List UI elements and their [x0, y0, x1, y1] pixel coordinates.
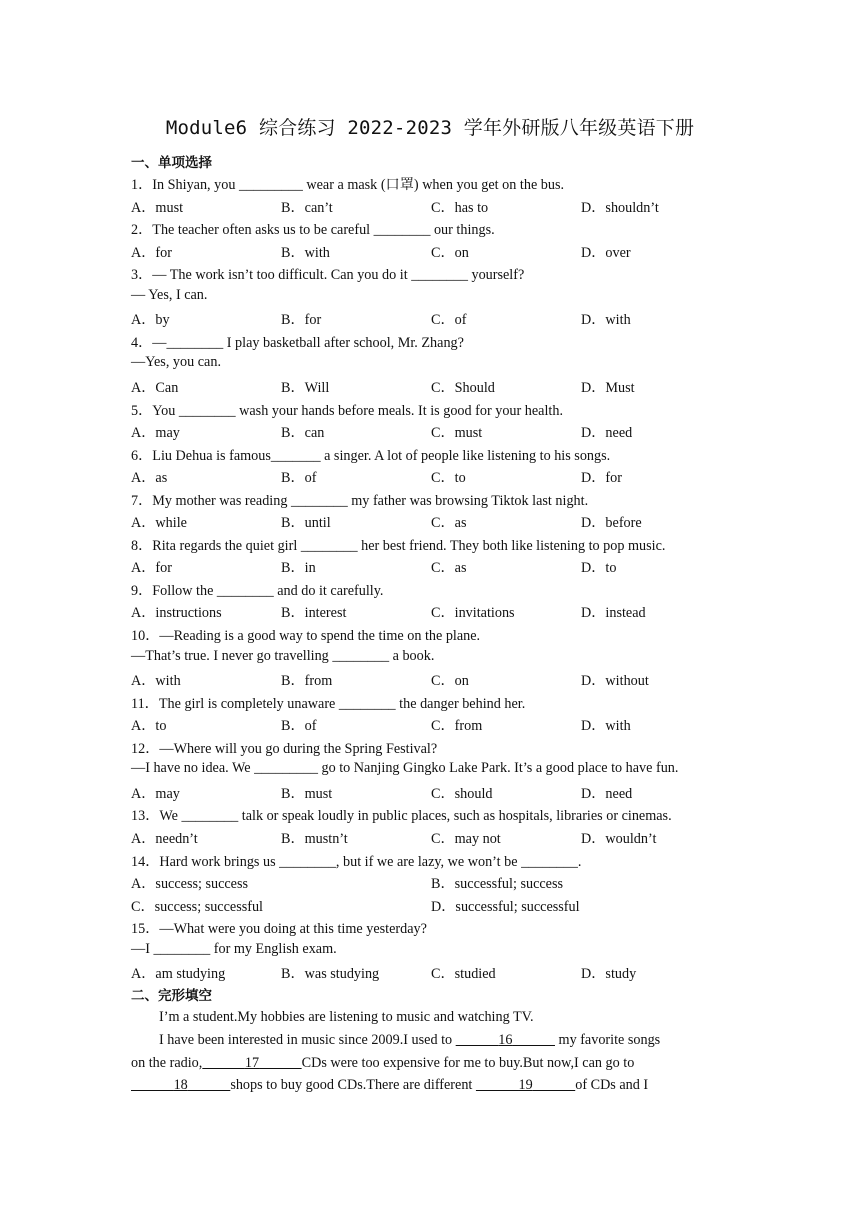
question-4-option-A: A．Can [131, 379, 179, 396]
question-4-option-C: C．Should [431, 379, 495, 396]
blank-number: 19 [518, 1077, 533, 1093]
question-11-option-C: C．from [431, 718, 483, 735]
section-heading-single-choice: 一、单项选择 [131, 155, 212, 171]
question-9-option-C: C．invitations [431, 605, 515, 622]
page-title: Module6 综合练习 2022-2023 学年外研版八年级英语下册 [165, 117, 695, 139]
question-15-text: 15．—What were you doing at this time yesterday? [131, 921, 427, 938]
question-5-option-A: A．may [131, 425, 180, 442]
question-12-option-A: A．may [131, 785, 180, 802]
question-1-option-D: D．shouldn’t [581, 199, 659, 216]
cloze-paragraph-1: I’m a student.My hobbies are listening to music and watching TV. [159, 1009, 534, 1025]
question-13-option-D: D．wouldn’t [581, 830, 657, 847]
question-2-option-A: A．for [131, 244, 172, 261]
question-11-option-A: A．to [131, 718, 167, 735]
question-5-option-B: B．can [281, 425, 325, 442]
question-1-option-A: A．must [131, 199, 184, 216]
question-7-option-D: D．before [581, 515, 642, 532]
question-1-option-B: B．can’t [281, 199, 333, 216]
question-9-text: 9．Follow the ________ and do it carefully. [131, 582, 384, 599]
question-3-option-C: C．of [431, 312, 467, 329]
question-14-option-C: C．success; successful [131, 898, 263, 915]
question-3-text: — Yes, I can. [131, 286, 208, 303]
question-9-option-A: A．instructions [131, 605, 222, 622]
question-14-option-B: B．successful; success [431, 876, 563, 893]
question-6-option-D: D．for [581, 470, 622, 487]
question-12-option-D: D．need [581, 785, 633, 802]
question-12-option-C: C．should [431, 785, 493, 802]
question-12-text: 12．—Where will you go during the Spring Festival? [131, 740, 438, 757]
question-10-text: —That’s true. I never go travelling ________ a book. [131, 647, 435, 664]
question-10-option-B: B．from [281, 673, 333, 690]
question-15-text: —I ________ for my English exam. [131, 940, 337, 957]
question-7-text: 7．My mother was reading ________ my father was browsing Tiktok last night. [131, 492, 589, 509]
question-7-option-C: C．as [431, 515, 467, 532]
question-10-option-D: D．without [581, 673, 649, 690]
cloze-text: of CDs and I [575, 1077, 649, 1093]
question-4-option-D: D．Must [581, 379, 635, 396]
question-5-option-C: C．must [431, 425, 483, 442]
question-9-option-B: B．interest [281, 605, 347, 622]
question-14-option-D: D．successful; successful [431, 898, 580, 915]
question-6-text: 6．Liu Dehua is famous_______ a singer. A lot of people like listening to his songs. [131, 447, 611, 464]
question-14-text: 14．Hard work brings us ________, but if we are lazy, we won’t be ________. [131, 853, 582, 870]
cloze-blank-17 [202, 1055, 301, 1071]
question-6-option-C: C．to [431, 470, 466, 487]
section-heading-cloze: 二、完形填空 [131, 987, 212, 1004]
question-15-option-C: C．studied [431, 966, 496, 983]
question-7-option-A: A．while [131, 515, 187, 532]
question-3-option-D: D．with [581, 312, 631, 329]
cloze-line-4 [131, 1077, 716, 1094]
question-13-option-A: A．needn’t [131, 830, 198, 847]
question-11-option-B: B．of [281, 718, 317, 735]
cloze-line-3 [131, 1055, 716, 1072]
cloze-blank-16 [456, 1032, 555, 1048]
question-2-text: 2．The teacher often asks us to be careful ________ our things. [131, 222, 495, 239]
question-10-option-C: C．on [431, 673, 469, 690]
cloze-text: I have been interested in music since 2009.I used to [159, 1032, 456, 1048]
question-12-text: —I have no idea. We _________ go to Nanjing Gingko Lake Park. It’s a good place to have fun. [131, 760, 679, 777]
question-4-text: 4．—________ I play basketball after school, Mr. Zhang? [131, 334, 464, 351]
cloze-line-2 [159, 1032, 744, 1049]
question-8-option-C: C．as [431, 560, 467, 577]
question-12-option-B: B．must [281, 785, 333, 802]
question-8-option-A: A．for [131, 560, 172, 577]
question-15-option-D: D．study [581, 966, 637, 983]
question-13-option-B: B．mustn’t [281, 830, 348, 847]
question-15-option-B: B．was studying [281, 966, 380, 983]
blank-number: 16 [498, 1032, 513, 1048]
question-14-option-A: A．success; success [131, 876, 249, 893]
cloze-text: CDs were too expensive for me to buy.But now,I can go to [301, 1055, 635, 1071]
question-13-text: 13．We ________ talk or speak loudly in public places, such as hospitals, libraries or cinemas. [131, 808, 672, 825]
question-3-text: 3．— The work isn’t too difficult. Can you do it ________ yourself? [131, 267, 525, 284]
question-8-option-D: D．to [581, 560, 617, 577]
cloze-text: my favorite songs [554, 1032, 661, 1048]
question-10-option-A: A．with [131, 673, 181, 690]
question-15-option-A: A．am studying [131, 966, 226, 983]
question-10-text: 10．—Reading is a good way to spend the time on the plane. [131, 628, 481, 644]
cloze-blank-18 [131, 1077, 230, 1093]
question-2-option-C: C．on [431, 244, 469, 261]
cloze-text: shops to buy good CDs.There are different [230, 1077, 476, 1093]
question-13-option-C: C．may not [431, 830, 501, 847]
question-11-text: 11．The girl is completely unaware ________ the danger behind her. [131, 695, 526, 712]
question-3-option-A: A．by [131, 312, 170, 329]
question-3-option-B: B．for [281, 312, 322, 329]
question-5-text: 5．You ________ wash your hands before meals. It is good for your health. [131, 402, 564, 419]
question-8-text: 8．Rita regards the quiet girl ________ her best friend. They both like listening to pop music. [131, 537, 666, 554]
question-1-text: 1．In Shiyan, you _________ wear a mask (口罩) when you get on the bus. [131, 177, 565, 193]
cloze-blank-19 [476, 1077, 575, 1093]
question-8-option-B: B．in [281, 560, 316, 577]
question-4-text: —Yes, you can. [131, 354, 221, 371]
blank-number: 18 [173, 1077, 188, 1093]
question-6-option-A: A．as [131, 470, 168, 487]
question-1-option-C: C．has to [431, 199, 489, 216]
question-6-option-B: B．of [281, 470, 317, 487]
question-11-option-D: D．with [581, 718, 631, 735]
question-2-option-D: D．over [581, 244, 631, 261]
question-9-option-D: D．instead [581, 605, 646, 622]
question-4-option-B: B．Will [281, 379, 330, 396]
question-7-option-B: B．until [281, 515, 331, 532]
cloze-text: on the radio, [131, 1055, 203, 1071]
question-5-option-D: D．need [581, 425, 633, 442]
question-2-option-B: B．with [281, 244, 330, 261]
blank-number: 17 [244, 1055, 260, 1071]
